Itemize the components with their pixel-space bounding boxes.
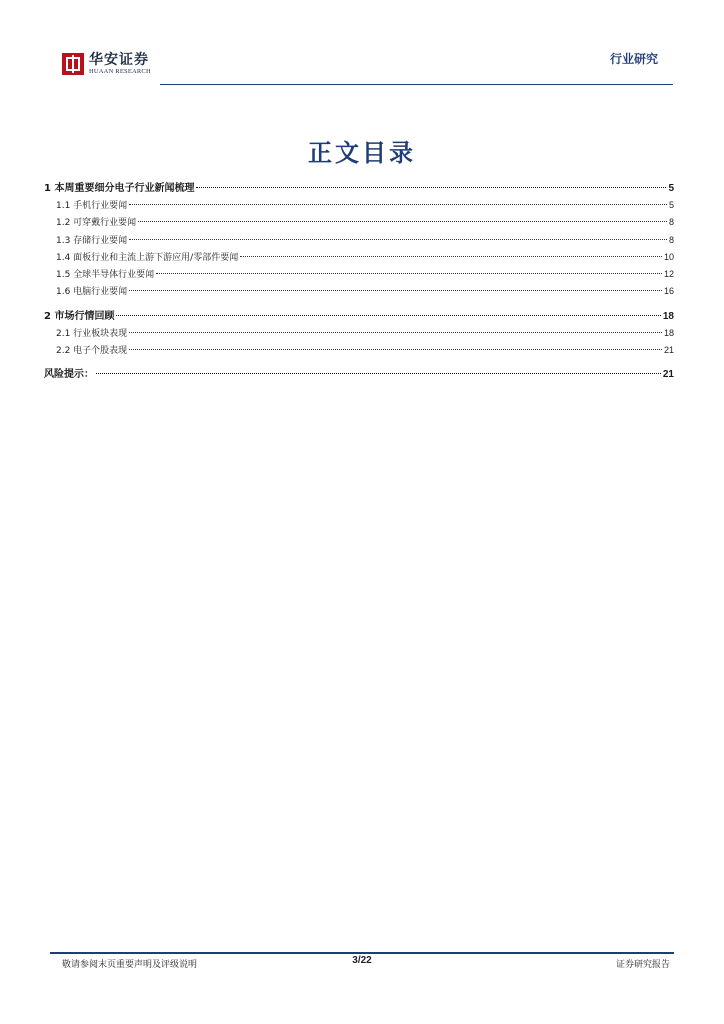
toc-entry-section-1[interactable]: [44, 180, 674, 197]
toc-entry-1-4[interactable]: [44, 249, 674, 266]
toc-entry-page: 12: [663, 269, 674, 280]
toc-leader-dots: [196, 187, 666, 188]
toc-entry-page: 5: [668, 200, 674, 210]
toc-entry-label: 1.3 存储行业要闻: [56, 235, 128, 246]
footer-disclaimer: 敬请参阅末页重要声明及评级说明: [62, 960, 198, 970]
toc-entry-1-2[interactable]: [44, 214, 674, 231]
logo-text: [89, 52, 151, 76]
footer-divider: [50, 952, 674, 954]
toc-entry-label: 1.4 面板行业和主流上游下游应用/零部件要闻: [56, 252, 239, 263]
toc-entry-label: 2 市场行情回顾: [44, 310, 115, 322]
table-of-contents: [44, 180, 674, 383]
toc-entry-label: 1.1 手机行业要闻: [56, 201, 128, 211]
toc-entry-1-3[interactable]: [44, 232, 674, 249]
page-number: 3/22: [352, 955, 372, 966]
toc-leader-dots: [129, 239, 667, 240]
toc-entry-page: 16: [663, 286, 674, 297]
toc-leader-dots: [129, 332, 662, 333]
toc-leader-dots: [129, 204, 667, 205]
toc-entry-2-1[interactable]: [44, 325, 674, 342]
toc-title: 正文目录: [308, 139, 416, 167]
toc-entry-label: 1.5 全球半导体行业要闻: [56, 270, 155, 281]
toc-entry-2-2[interactable]: [44, 342, 674, 359]
toc-leader-dots: [240, 256, 662, 257]
toc-entry-label: 2.1 行业板块表现: [56, 328, 128, 339]
toc-entry-page: 8: [668, 217, 674, 228]
toc-leader-dots: [138, 221, 667, 222]
header-divider: [160, 84, 673, 85]
toc-entry-1-5[interactable]: [44, 266, 674, 283]
toc-entry-page: 18: [662, 310, 674, 322]
toc-entry-page: 5: [668, 183, 674, 194]
toc-leader-dots: [129, 349, 662, 350]
company-logo: [62, 52, 151, 76]
toc-entry-section-2[interactable]: [44, 308, 674, 325]
toc-leader-dots: [96, 373, 661, 374]
toc-leader-dots: [129, 290, 662, 291]
logo-en-name: HUAAN RESEARCH: [89, 68, 151, 75]
toc-entry-1-1[interactable]: [44, 197, 674, 214]
toc-entry-1-6[interactable]: [44, 283, 674, 300]
document-type: 行业研究: [609, 52, 658, 66]
toc-entry-page: 8: [668, 234, 674, 245]
footer-report-type: 证券研究报告: [615, 960, 670, 970]
toc-entry-label: 1.2 可穿戴行业要闻: [56, 218, 137, 229]
toc-entry-label: 2.2 电子个股表现: [56, 346, 128, 357]
toc-entry-page: 21: [662, 369, 674, 381]
logo-cn-name: 华安证券: [89, 52, 149, 68]
toc-leader-dots: [156, 273, 662, 274]
toc-entry-page: 10: [663, 251, 674, 262]
toc-entry-page: 21: [663, 345, 674, 356]
toc-entry-risk-warning[interactable]: [44, 366, 674, 383]
toc-entry-label: 1 本周重要细分电子行业新闻梳理: [44, 183, 195, 194]
toc-entry-page: 18: [663, 327, 674, 338]
toc-leader-dots: [116, 315, 660, 316]
toc-entry-label: 风险提示：: [44, 369, 94, 381]
page-header: [0, 0, 724, 90]
toc-entry-label: 1.6 电脑行业要闻: [56, 287, 128, 298]
logo-seal-icon: [62, 53, 84, 75]
